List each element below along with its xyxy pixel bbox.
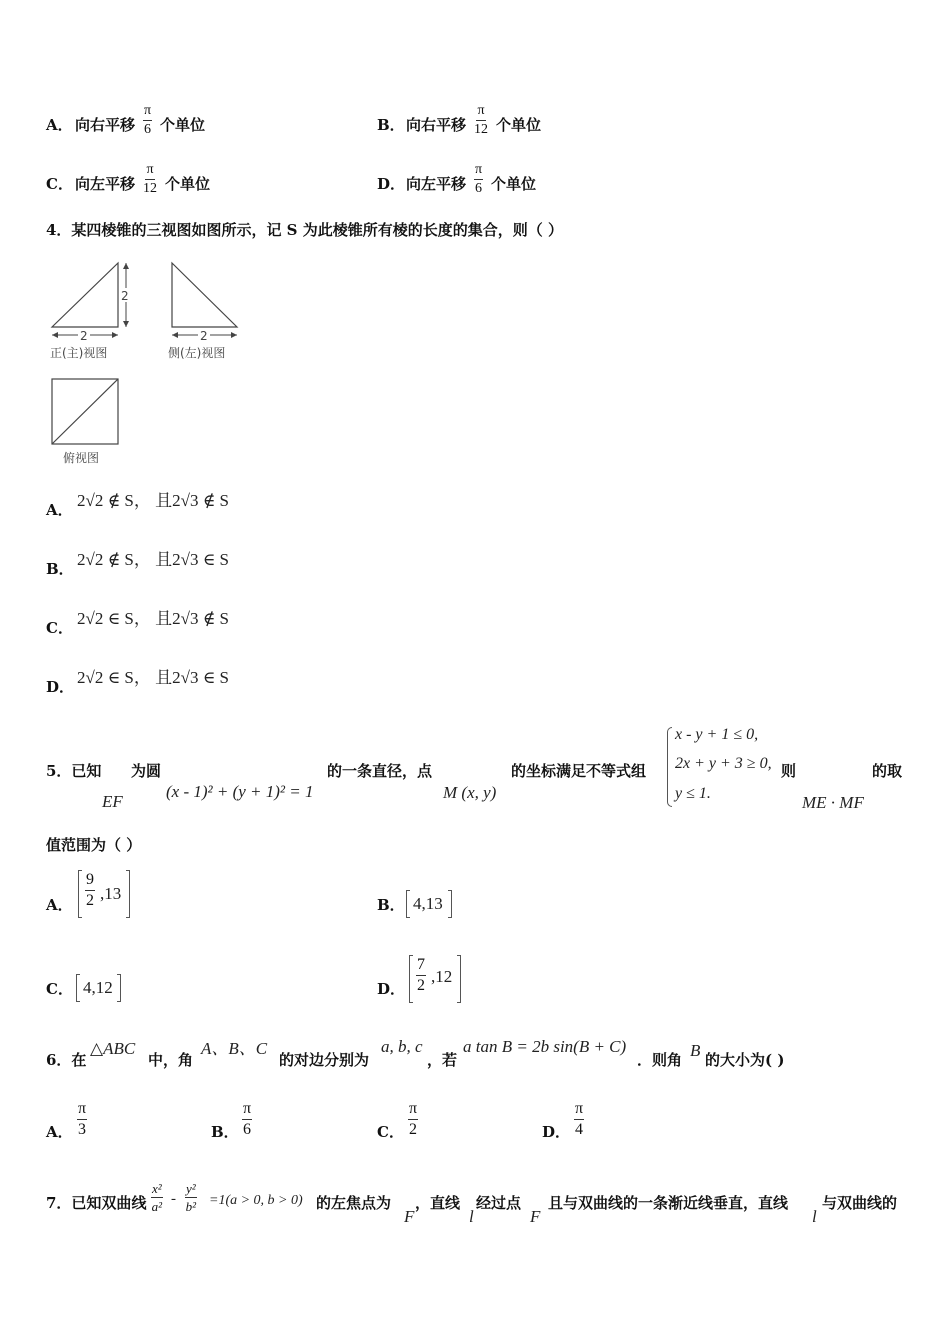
- q6-text-4: ，若: [427, 1051, 458, 1069]
- q7-focus-f-1: F: [404, 1207, 415, 1226]
- q7-hyperbola-y-term: $\frac{\text{y²}}{\text{b²}}$: [185, 1181, 197, 1214]
- q7-text-3: ，直线: [415, 1194, 461, 1212]
- q6-text-1: 6．在: [46, 1051, 87, 1069]
- q5-option-a-rest: ,13: [100, 884, 122, 903]
- q3-option-b-unit: 个单位: [496, 116, 542, 134]
- front-base-dimension: 2: [80, 329, 88, 343]
- q4-option-a-label: A．: [46, 501, 73, 519]
- q7-text-5: 且与双曲线的一条渐近线垂直，直线: [548, 1194, 789, 1212]
- q5-option-c-left-bracket: [76, 974, 80, 1002]
- q5-option-d-label: D．: [377, 980, 406, 998]
- q6-text-2: 中，角: [148, 1051, 194, 1069]
- q3-option-c-fraction: $\frac{\pi}{12}$: [143, 162, 157, 196]
- q5-text-1: 5．已知: [46, 762, 102, 780]
- side-base-dimension: 2: [200, 329, 208, 343]
- q5-system-brace: [667, 727, 672, 807]
- q4-option-d-math: 2√2 ∈ S， 且2√3 ∈ S: [77, 668, 229, 687]
- q5-option-b-right-bracket: [448, 890, 452, 918]
- q6-angles: A、B、C: [201, 1039, 268, 1058]
- q5-option-c-label: C．: [46, 980, 73, 998]
- q3-option-c-unit: 个单位: [165, 175, 211, 193]
- q3-option-d-label: D．: [377, 175, 406, 193]
- q3-option-c-text: 向左平移: [75, 175, 136, 193]
- q4-option-b-math: 2√2 ∉ S， 且2√3 ∈ S: [77, 550, 229, 569]
- q5-text-2: 为圆: [131, 762, 162, 780]
- q6-option-c-fraction: $\frac{\pi}{2}$: [409, 1100, 418, 1138]
- q5-option-d-fraction: $\frac{7}{2}$: [417, 956, 425, 994]
- q5-option-d-rest: ,12: [431, 967, 453, 986]
- q5-option-b-math: 4,13: [413, 894, 443, 913]
- q5-inequality-2: 2x + y + 3 ≥ 0,: [675, 755, 772, 772]
- q5-option-a-left-bracket: [78, 870, 82, 918]
- q6-option-a-label: A．: [46, 1123, 73, 1141]
- q3-option-d-text: 向左平移: [406, 175, 467, 193]
- q6-option-d-label: D．: [542, 1123, 571, 1141]
- q3-option-a-fraction: $\frac{\pi}{6}$: [144, 103, 152, 137]
- q7-line-l-1: l: [469, 1207, 474, 1226]
- q6-text-3: 的对边分别为: [279, 1051, 370, 1069]
- front-view: [50, 263, 132, 360]
- q5-option-c-right-bracket: [117, 974, 121, 1002]
- q4-option-c-math: 2√2 ∈ S， 且2√3 ∉ S: [77, 609, 229, 628]
- q3-option-a-label: A．: [46, 116, 73, 134]
- q3-option-d-fraction: $\frac{\pi}{6}$: [475, 162, 483, 196]
- q7-minus-sign: -: [171, 1191, 176, 1207]
- front-height-dimension: 2: [121, 289, 129, 303]
- q3-option-c-label: C．: [46, 175, 73, 193]
- q7-hyperbola-condition: =1(a > 0, b > 0): [209, 1193, 303, 1208]
- side-view-label: 侧(左)视图: [168, 346, 226, 360]
- q5-option-a-right-bracket: [126, 870, 130, 918]
- q7-line-l-2: l: [812, 1207, 817, 1226]
- front-view-label: 正(主)视图: [50, 346, 108, 360]
- q6-option-d-fraction: $\frac{\pi}{4}$: [575, 1100, 584, 1138]
- q4-option-c-label: C．: [46, 619, 73, 637]
- q6-option-c-label: C．: [377, 1123, 404, 1141]
- q6-option-b-fraction: $\frac{\pi}{6}$: [243, 1100, 252, 1138]
- q5-inequality-1: x - y + 1 ≤ 0,: [675, 726, 759, 743]
- q7-text-1: 7．已知双曲线: [46, 1194, 147, 1212]
- q6-option-b-label: B．: [211, 1123, 239, 1141]
- top-view-label: 俯视图: [63, 451, 100, 465]
- q5-text-3: 的一条直径，点: [327, 762, 433, 780]
- q5-option-c-math: 4,12: [83, 978, 113, 997]
- q3-option-a-unit: 个单位: [160, 116, 206, 134]
- q6-angle-b: B: [690, 1041, 701, 1060]
- q4-three-view-figure: [40, 255, 260, 470]
- q5-option-d-left-bracket: [409, 955, 413, 1003]
- q5-option-b-label: B．: [377, 896, 405, 914]
- q7-focus-f-2: F: [530, 1207, 541, 1226]
- q3-option-b-fraction: $\frac{\pi}{12}$: [474, 103, 488, 137]
- q5-text-7: 值范围为（ ）: [46, 836, 142, 854]
- q5-text-6: 的取: [872, 762, 903, 780]
- q6-text-6: 的大小为( ): [705, 1051, 785, 1069]
- q7-text-4: 经过点: [476, 1194, 522, 1212]
- q5-inequality-3: y ≤ 1.: [675, 785, 711, 802]
- q5-option-b-left-bracket: [406, 890, 410, 918]
- q6-option-a-fraction: $\frac{\pi}{3}$: [78, 1100, 87, 1138]
- q5-option-d-right-bracket: [457, 955, 461, 1003]
- q6-text-5: ．则角: [637, 1051, 683, 1069]
- q4-option-a-math: 2√2 ∉ S， 且2√3 ∉ S: [77, 491, 229, 510]
- q7-text-6: 与双曲线的: [822, 1194, 898, 1212]
- q3-option-a-text: 向右平移: [75, 116, 136, 134]
- q5-ef: EF: [102, 792, 123, 811]
- top-view: [52, 379, 118, 465]
- q5-text-5: 则: [781, 762, 797, 780]
- q7-text-2: 的左焦点为: [316, 1194, 392, 1212]
- q4-option-b-label: B．: [46, 560, 74, 578]
- q5-dot-product: ME · MF: [802, 793, 864, 812]
- q3-option-d-unit: 个单位: [491, 175, 537, 193]
- q5-option-a-label: A．: [46, 896, 73, 914]
- q7-hyperbola-x-term: $\frac{\text{x²}}{\text{a²}}$: [151, 1181, 163, 1214]
- q5-point-m: M (x, y): [443, 783, 497, 802]
- q5-option-a-fraction: $\frac{9}{2}$: [86, 871, 94, 909]
- q4-option-d-label: D．: [46, 678, 75, 696]
- q6-sides: a, b, c: [381, 1037, 423, 1056]
- q5-text-4: 的坐标满足不等式组: [511, 762, 647, 780]
- q3-option-b-label: B．: [377, 116, 405, 134]
- q6-equation: a tan B = 2b sin(B + C): [463, 1037, 627, 1056]
- q6-triangle: △ABC: [90, 1039, 136, 1058]
- side-view: [168, 263, 237, 360]
- q5-circle-equation: (x - 1)² + (y + 1)² = 1: [166, 782, 314, 801]
- q4-stem: 4．某四棱锥的三视图如图所示，记 S 为此棱锥所有棱的长度的集合，则（ ）: [46, 221, 563, 239]
- q3-option-b-text: 向右平移: [406, 116, 467, 134]
